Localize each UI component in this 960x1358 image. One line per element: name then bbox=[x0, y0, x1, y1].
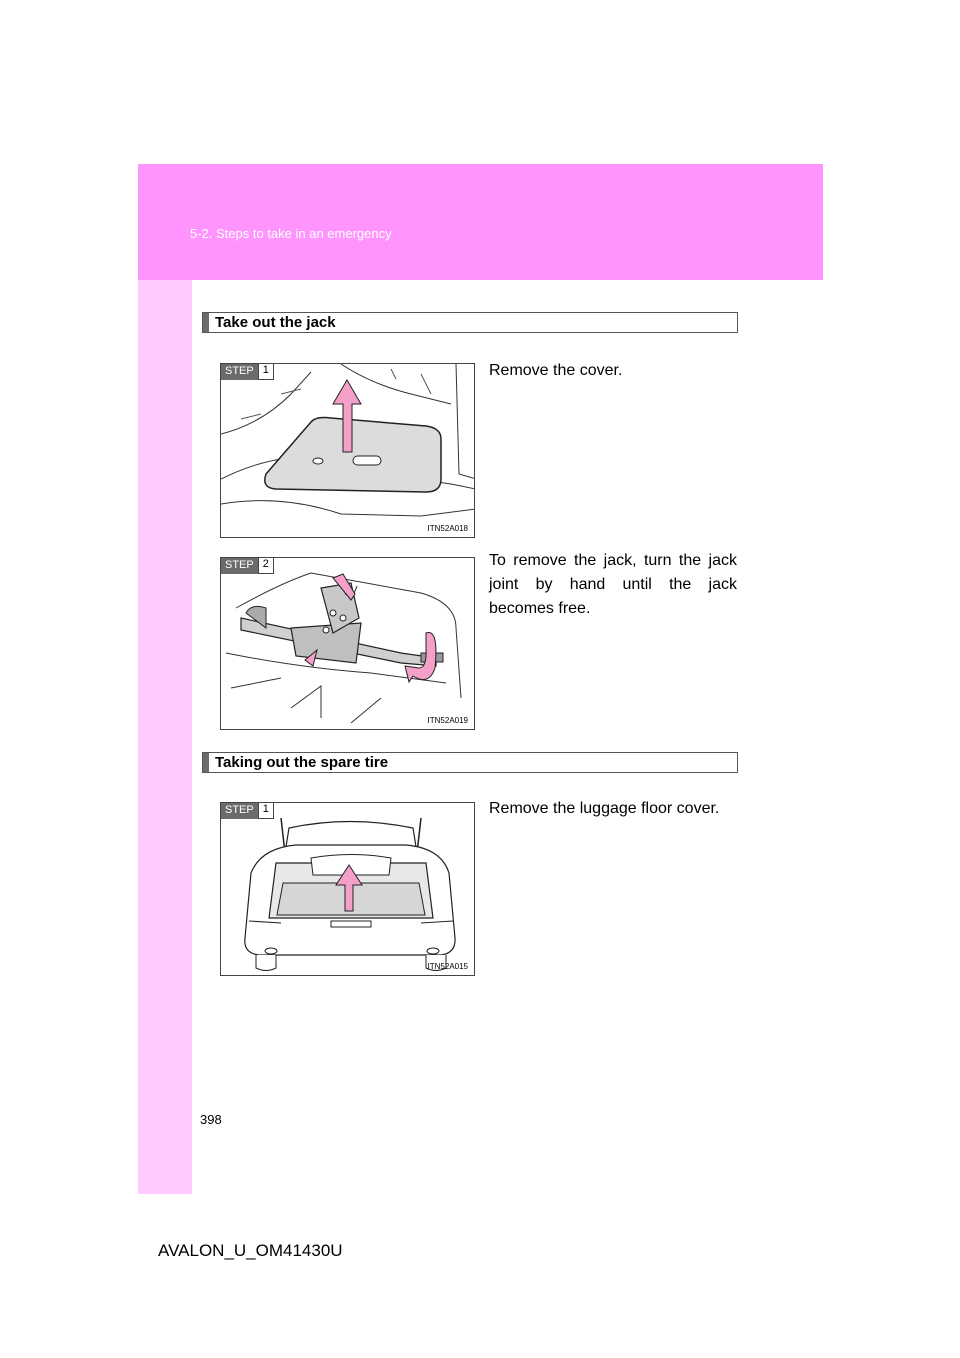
section-title-marker bbox=[203, 313, 209, 332]
step-instruction: Remove the luggage floor cover. bbox=[489, 800, 720, 817]
side-band bbox=[138, 280, 192, 1194]
step-number: 1 bbox=[258, 364, 274, 380]
step-instruction: Remove the cover. bbox=[489, 362, 623, 379]
step-badge bbox=[221, 364, 274, 380]
step-badge bbox=[221, 803, 274, 819]
figure-code: ITN52A018 bbox=[427, 524, 468, 533]
section-header-label: 5-2. Steps to take in an emergency bbox=[190, 226, 392, 241]
step-number: 2 bbox=[258, 558, 274, 574]
section-title-marker bbox=[203, 753, 209, 772]
header-band bbox=[138, 164, 823, 280]
step-instruction: To remove the jack, turn the jack joint by hand until the jack becomes free. bbox=[489, 552, 737, 617]
step-label: STEP bbox=[221, 558, 258, 574]
cover-illustration bbox=[221, 364, 475, 538]
document-code: AVALON_U_OM41430U bbox=[158, 1241, 343, 1260]
figure-code: ITN52A015 bbox=[427, 962, 468, 971]
figure-code: ITN52A019 bbox=[427, 716, 468, 725]
figure-remove-jack bbox=[220, 557, 475, 730]
page-number: 398 bbox=[200, 1112, 222, 1127]
step-label: STEP bbox=[221, 364, 258, 380]
section-title-bar bbox=[202, 312, 738, 333]
jack-illustration bbox=[221, 558, 475, 730]
trunk-illustration bbox=[221, 803, 475, 976]
section-title: Taking out the spare tire bbox=[215, 754, 389, 771]
step-label: STEP bbox=[221, 803, 258, 819]
step-number: 1 bbox=[258, 803, 274, 819]
step-badge bbox=[221, 558, 274, 574]
section-title: Take out the jack bbox=[215, 314, 336, 331]
figure-luggage-cover bbox=[220, 802, 475, 976]
figure-remove-cover bbox=[220, 363, 475, 538]
section-title-bar bbox=[202, 752, 738, 773]
